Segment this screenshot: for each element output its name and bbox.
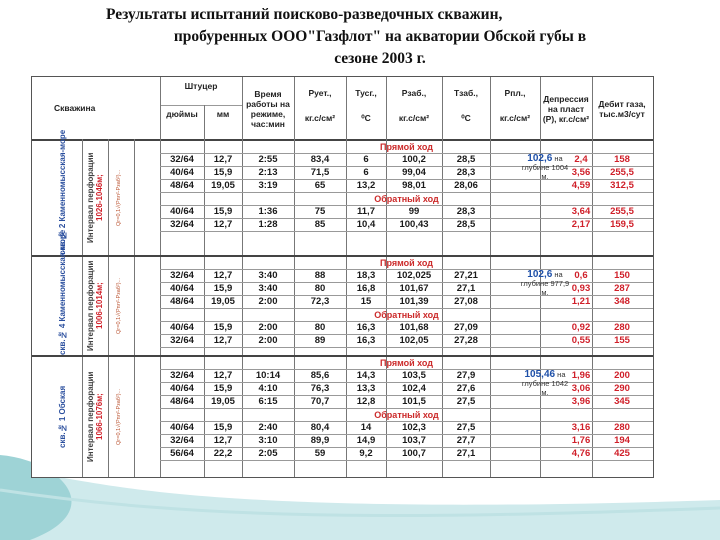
reservoir-depth-text: на глубине 1042 м.	[521, 370, 569, 397]
table-cell: 11,7	[357, 206, 375, 217]
header-p-reservoir-unit: кг.с/см²	[499, 113, 531, 123]
depression-value: 3,16	[571, 422, 591, 433]
header-well: Скважина	[54, 103, 96, 113]
table-cell: 40/64	[170, 422, 194, 433]
result-values	[570, 206, 653, 218]
table-cell: 15,9	[213, 167, 233, 178]
table-cell: 85,6	[310, 370, 330, 381]
result-values	[570, 296, 653, 308]
table-cell: 83,4	[310, 154, 330, 165]
header-p-bottom-unit: кг.с/см²	[398, 113, 430, 123]
table-cell: 32/64	[170, 154, 194, 165]
table-cell: 27,1	[456, 448, 476, 459]
table-row	[160, 370, 570, 382]
header-choke-inches: дюймы	[166, 109, 198, 119]
table-cell: 102,05	[399, 335, 429, 346]
perforation-interval	[86, 357, 108, 477]
header-gas-rate: Дебит газа, тыс.м3/сут	[598, 99, 646, 119]
table-row	[160, 448, 570, 460]
table-cell: 6	[363, 167, 369, 178]
table-cell: 22,2	[213, 448, 233, 459]
reservoir-pressure-value: 102,6	[527, 153, 553, 164]
table-cell: 102,3	[402, 422, 426, 433]
table-row	[160, 396, 570, 408]
table-cell: 40/64	[170, 322, 194, 333]
depression-value: 4,76	[571, 448, 591, 459]
section-label-forward: Прямой ход	[379, 258, 434, 268]
table-cell: 1:28	[258, 219, 278, 230]
table-cell: 89,9	[310, 435, 330, 446]
table-cell: 27,7	[456, 435, 476, 446]
table-cell: 102,4	[402, 383, 426, 394]
table-cell: 75	[314, 206, 326, 217]
table-row	[160, 154, 570, 166]
table-cell: 6:15	[258, 396, 278, 407]
table-row	[160, 270, 570, 282]
reservoir-pressure-value: 105,46	[524, 369, 556, 380]
header-choke-mm: мм	[216, 109, 230, 119]
table-cell: 40/64	[170, 283, 194, 294]
results-table	[31, 76, 654, 478]
table-cell: 19,05	[211, 396, 235, 407]
table-cell: 70,7	[310, 396, 330, 407]
table-row	[160, 296, 570, 308]
table-cell: 32/64	[170, 219, 194, 230]
table-cell: 18,3	[356, 270, 376, 281]
depression-value: 3,06	[571, 383, 591, 394]
header-t-bottom-unit: ⁰С	[461, 113, 471, 123]
reservoir-depth-text: на глубине 1004 м.	[521, 154, 569, 181]
flow-formula: Qг=0,1√(Рпл²-Рзаб²)...	[116, 388, 122, 446]
result-values	[570, 180, 653, 192]
table-cell: 28,5	[456, 219, 476, 230]
table-row	[160, 322, 570, 334]
well-name: скв.№ 4 Каменномысская-море	[58, 229, 67, 355]
table-cell: 40/64	[170, 206, 194, 217]
well-name: скв.№ 1 Обская	[58, 385, 67, 449]
gas-rate-value: 290	[614, 383, 630, 394]
well-name: скв.№ 2 Каменномысская-море	[58, 129, 67, 255]
result-values	[570, 335, 653, 347]
table-row	[160, 167, 570, 179]
table-cell: 16,3	[356, 335, 376, 346]
table-row	[160, 383, 570, 395]
table-cell: 27,28	[454, 335, 478, 346]
table-cell: 12,7	[213, 219, 233, 230]
depression-value: 1,76	[571, 435, 591, 446]
header-choke: Штуцер	[184, 81, 218, 91]
table-cell: 12,8	[356, 396, 376, 407]
depression-value: 4,59	[571, 180, 591, 191]
row-divider	[160, 460, 653, 461]
result-values	[570, 283, 653, 295]
table-cell: 48/64	[170, 296, 194, 307]
table-cell: 12,7	[213, 435, 233, 446]
page-title	[100, 4, 660, 70]
table-cell: 99,04	[402, 167, 426, 178]
table-cell: 40/64	[170, 167, 194, 178]
table-cell: 48/64	[170, 396, 194, 407]
row-divider	[160, 231, 653, 232]
result-values	[570, 322, 653, 334]
gas-rate-value: 348	[614, 296, 630, 307]
interval-label: Интервал перфорации	[86, 152, 95, 244]
table-cell: 103,7	[402, 435, 426, 446]
table-cell: 98,01	[402, 180, 426, 191]
table-cell: 3:19	[258, 180, 278, 191]
result-values	[570, 435, 653, 447]
table-cell: 15,9	[213, 322, 233, 333]
table-cell: 59	[314, 448, 326, 459]
table-cell: 10,4	[356, 219, 376, 230]
table-cell: 19,05	[211, 296, 235, 307]
table-cell: 27,6	[456, 383, 476, 394]
table-cell: 2:55	[258, 154, 278, 165]
header-p-static: Рует.,	[308, 88, 332, 98]
table-cell: 71,5	[310, 167, 330, 178]
table-cell: 2:00	[258, 296, 278, 307]
table-cell: 9,2	[359, 448, 373, 459]
perforation-interval	[86, 257, 108, 355]
table-cell: 89	[314, 335, 326, 346]
table-row	[160, 422, 570, 434]
result-values	[570, 154, 653, 166]
depression-value: 3,64	[571, 206, 591, 217]
header-t-static-unit: ⁰С	[361, 113, 371, 123]
table-cell: 101,5	[402, 396, 426, 407]
table-cell: 99	[408, 206, 420, 217]
table-cell: 27,09	[454, 322, 478, 333]
table-cell: 3:40	[258, 270, 278, 281]
table-cell: 102,025	[396, 270, 432, 281]
table-cell: 76,3	[310, 383, 330, 394]
reservoir-pressure-value: 102,6	[527, 269, 553, 280]
interval-label: Интервал перфорации	[86, 260, 95, 352]
table-cell: 14,3	[356, 370, 376, 381]
header-p-bottom: Рзаб.,	[401, 88, 427, 98]
table-cell: 15,9	[213, 383, 233, 394]
result-values	[570, 219, 653, 231]
table-cell: 100,7	[402, 448, 426, 459]
table-cell: 12,7	[213, 335, 233, 346]
table-cell: 12,7	[213, 370, 233, 381]
depression-value: 0,6	[574, 270, 588, 281]
table-cell: 2:00	[258, 322, 278, 333]
table-cell: 28,3	[456, 206, 476, 217]
table-cell: 6	[363, 154, 369, 165]
header-t-static: Тусг.,	[355, 88, 377, 98]
table-cell: 32/64	[170, 270, 194, 281]
section-label-reverse: Обратный ход	[374, 310, 439, 320]
table-cell: 15,9	[213, 206, 233, 217]
table-cell: 56/64	[170, 448, 194, 459]
result-values	[570, 167, 653, 179]
section-label-reverse: Обратный ход	[374, 194, 439, 204]
table-row	[160, 283, 570, 295]
gas-rate-value: 150	[614, 270, 630, 281]
gas-rate-value: 200	[614, 370, 630, 381]
gas-rate-value: 255,5	[610, 206, 634, 217]
table-cell: 80,4	[310, 422, 330, 433]
table-cell: 13,3	[356, 383, 376, 394]
table-cell: 16,3	[356, 322, 376, 333]
header-p-reservoir: Рпл.,	[504, 88, 526, 98]
table-cell: 101,39	[399, 296, 429, 307]
interval-range: 1006-1014м;	[95, 282, 104, 330]
depression-value: 0,92	[571, 322, 591, 333]
flow-formula: Qг=0,1√(Рпл²-Рзаб²)...	[116, 169, 122, 227]
table-cell: 12,7	[213, 154, 233, 165]
header-p-static-unit: кг.с/см²	[304, 113, 336, 123]
table-cell: 40/64	[170, 383, 194, 394]
table-cell: 100,43	[399, 219, 429, 230]
depression-value: 1,96	[571, 370, 591, 381]
table-cell: 3:10	[258, 435, 278, 446]
reservoir-pressure-note	[519, 270, 571, 297]
section-label-forward: Прямой ход	[379, 358, 434, 368]
table-cell: 3:40	[258, 283, 278, 294]
depression-value: 1,21	[571, 296, 591, 307]
table-cell: 13,2	[356, 180, 376, 191]
interval-range: 1026-1046м;	[95, 174, 104, 222]
table-cell: 28,5	[456, 154, 476, 165]
section-label-forward: Прямой ход	[379, 142, 434, 152]
table-row	[160, 435, 570, 447]
gas-rate-value: 194	[614, 435, 630, 446]
table-cell: 100,2	[402, 154, 426, 165]
depression-value: 3,56	[571, 167, 591, 178]
table-cell: 2:13	[258, 167, 278, 178]
title-line-3: сезоне 2003 г.	[334, 50, 426, 67]
table-cell: 27,5	[456, 396, 476, 407]
table-cell: 15	[360, 296, 372, 307]
interval-label: Интервал перфорации	[86, 371, 95, 463]
table-cell: 2:05	[258, 448, 278, 459]
gas-rate-value: 425	[614, 448, 630, 459]
table-cell: 28,3	[456, 167, 476, 178]
gas-rate-value: 280	[614, 422, 630, 433]
section-label-reverse: Обратный ход	[374, 410, 439, 420]
depression-value: 2,4	[574, 154, 588, 165]
depression-value: 0,55	[571, 335, 591, 346]
table-cell: 10:14	[255, 370, 281, 381]
result-values	[570, 448, 653, 460]
depression-value: 0,93	[571, 283, 591, 294]
table-cell: 1:36	[258, 206, 278, 217]
table-cell: 27,1	[456, 283, 476, 294]
table-cell: 101,68	[399, 322, 429, 333]
result-values	[570, 396, 653, 408]
reservoir-pressure-note	[519, 370, 571, 397]
reservoir-depth-text: на глубине 977,9 м.	[520, 270, 570, 297]
table-cell: 88	[314, 270, 326, 281]
table-row	[160, 180, 570, 192]
title-line-1: Результаты испытаний поисково-разведочных скважин,	[106, 6, 503, 23]
table-cell: 27,9	[456, 370, 476, 381]
title-line-2: пробуренных ООО"Газфлот" на акватории Обской губы в	[173, 28, 587, 45]
table-cell: 14	[360, 422, 372, 433]
result-values	[570, 383, 653, 395]
table-cell: 15,9	[213, 422, 233, 433]
result-values	[570, 422, 653, 434]
table-cell: 2:00	[258, 335, 278, 346]
gas-rate-value: 287	[614, 283, 630, 294]
table-cell: 65	[314, 180, 326, 191]
header-depression: Депрессия на пласт (Р), кг.с/см²	[542, 94, 590, 124]
gas-rate-value: 345	[614, 396, 630, 407]
table-cell: 14,9	[356, 435, 376, 446]
gas-rate-value: 159,5	[610, 219, 634, 230]
table-cell: 4:10	[258, 383, 278, 394]
table-cell: 101,67	[399, 283, 429, 294]
gas-rate-value: 255,5	[610, 167, 634, 178]
depression-value: 2,17	[571, 219, 591, 230]
reservoir-pressure-note	[519, 154, 571, 181]
gas-rate-value: 312,5	[610, 180, 634, 191]
table-row	[160, 206, 570, 218]
table-cell: 32/64	[170, 370, 194, 381]
row-divider	[160, 347, 653, 348]
table-cell: 80	[314, 322, 326, 333]
table-cell: 72,3	[310, 296, 330, 307]
table-cell: 80	[314, 283, 326, 294]
table-cell: 28,06	[454, 180, 478, 191]
header-t-bottom: Тзаб.,	[453, 88, 478, 98]
table-cell: 27,08	[454, 296, 478, 307]
table-cell: 48/64	[170, 180, 194, 191]
table-cell: 15,9	[213, 283, 233, 294]
interval-range: 1066-1076м;	[95, 393, 104, 441]
gas-rate-value: 280	[614, 322, 630, 333]
table-cell: 85	[314, 219, 326, 230]
table-cell: 32/64	[170, 435, 194, 446]
table-cell: 19,05	[211, 180, 235, 191]
table-cell: 27,21	[454, 270, 478, 281]
header-time: Время работы на режиме, час:мин	[246, 89, 290, 129]
gas-rate-value: 155	[614, 335, 630, 346]
table-row	[160, 335, 570, 347]
perforation-interval	[86, 141, 108, 255]
table-row	[160, 219, 570, 231]
table-cell: 103,5	[402, 370, 426, 381]
gas-rate-value: 158	[614, 154, 630, 165]
flow-formula: Qг=0,1√(Рпл²-Рзаб²)...	[116, 277, 122, 335]
table-cell: 12,7	[213, 270, 233, 281]
depression-value: 3,96	[571, 396, 591, 407]
result-values	[570, 370, 653, 382]
table-cell: 16,8	[356, 283, 376, 294]
table-cell: 27,5	[456, 422, 476, 433]
table-cell: 32/64	[170, 335, 194, 346]
table-cell: 2:40	[258, 422, 278, 433]
result-values	[570, 270, 653, 282]
